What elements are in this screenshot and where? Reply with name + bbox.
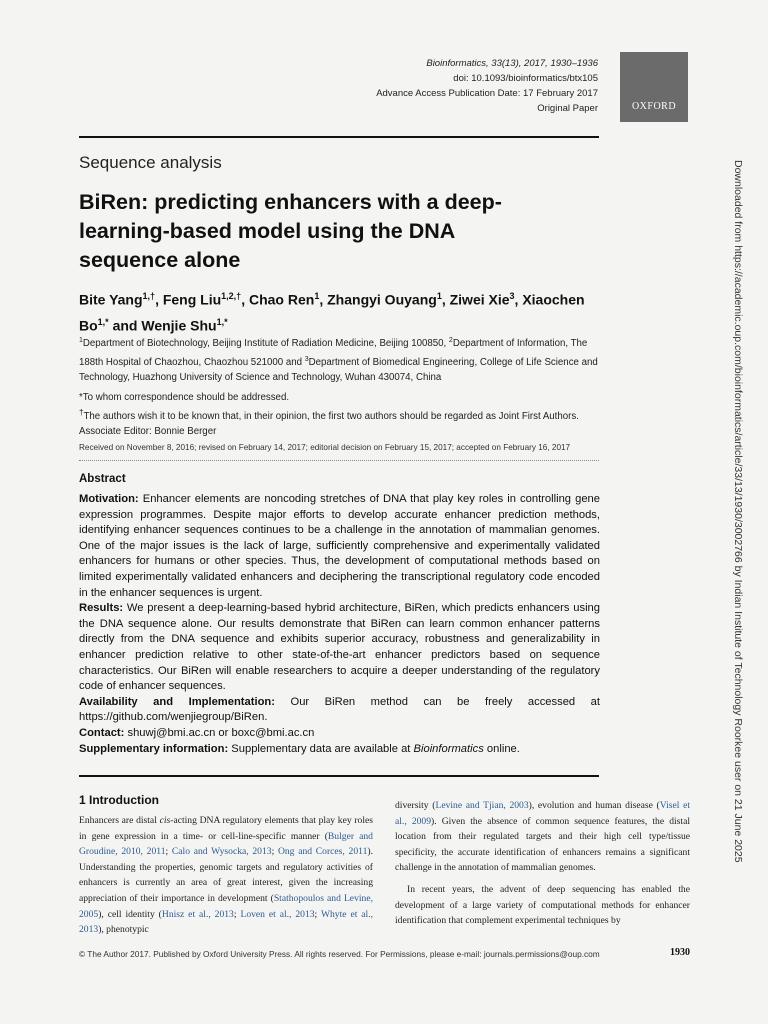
citation-link[interactable]: Visel et al., 2009: [395, 800, 691, 827]
abstract-body: [79, 492, 600, 757]
access-date: Advance Access Publication Date: 17 February 2017: [376, 88, 598, 99]
author-affiliation-marker: 1,*: [216, 316, 228, 327]
copyright-footer: © The Author 2017. Published by Oxford University Press. All rights reserved. For Permissions, please e-mail: journals.permissions@oup.com: [79, 949, 600, 959]
abstract-motivation: Motivation: Enhancer elements are noncoding stretches of DNA that play key roles in controlling gene expression programmes. Despite major efforts to develop accurate enhancer prediction methods, identifying enhancer sequences continues to be a challenge in the annotation of mammalian genomes. One of the major issues is the lack of large, sufficiently comprehensive and experimentally validated enhancers for humans or other species. Thus, the development of computational methods based on limited experimentally validated enhancers and deciphering the transcriptional regulatory code encoded in the enhancer sequences is urgent.: [79, 493, 600, 599]
abstract-results: Results: We present a deep-learning-based hybrid architecture, BiRen, which predicts enhancers using the DNA sequence alone. Our results demonstrate that BiRen can learn common enhancer patterns directly from the DNA sequence and exhibits superior accuracy, robustness and generalizability in enhancer prediction relative to other state-of-the-art enhancer predictors based on sequence characteristics. Our BiRen will enable researchers to acquire a deeper understanding of the regulatory code of enhancer sequences.: [79, 602, 600, 693]
citation-link[interactable]: Stathopoulos and Levine, 2005: [79, 892, 373, 920]
intro-paragraph-1: Enhancers are distal cis-acting DNA regulatory elements that play key roles in gene expression in a time- or cell-line-specific manner (Bulger and Groudine, 2010, 2011; Calo and Wysocka, 2013; Ong and Corces, 2011). Understanding the properties, genomic targets and regulatory activities of enhancers is currently an area of great interest, given the increasing appreciation of their importance in development (Stathopoulos and Levine, 2005), cell identity (Hnisz et al., 2013; Loven et al., 2013; Whyte et al., 2013), phenotypic: [79, 815, 374, 936]
intro-column-2: [395, 798, 690, 929]
abstract-rule: [79, 775, 599, 777]
citation-link[interactable]: Whyte et al., 2013: [79, 908, 373, 936]
author-affiliation-marker: 1,*: [97, 316, 109, 327]
article-meta: [376, 56, 598, 116]
top-rule: [79, 136, 599, 138]
abstract-supplementary: Supplementary information: Supplementary data are available at Bioinformatics online.: [79, 742, 520, 755]
author-affiliation-marker: 1: [436, 291, 442, 301]
joint-first-note: †The authors wish it to be known that, in their opinion, the first two authors should be regarded as Joint First Authors.: [79, 408, 579, 423]
author-affiliation-marker: 1: [314, 291, 320, 301]
affiliations: $^1$Department of Biotechnology, Beijing Institute of Radiation Medicine, Beijing 100850, $^2$Department of Information, The 188th Hospital of Chaozhou, Chaozhou 521000 and $^3$Department of Biomedical Engineering, College of Life Science and Technology, Huazhong University of Science and Technology, Wuhan 430074, China: [79, 337, 598, 384]
author-list: Bite Yang$^{1,\dagger}$, Feng Liu$^{1,2,\dagger}$, Chao Ren$^1$, Zhangyi Ouyang$^1$, Ziwei Xie$^3$, Xiaochen $Bo^{1,*}$ and Wenjie Shu$^{1,*}$: [79, 291, 585, 334]
author-name[interactable]: Ziwei Xie: [449, 291, 510, 308]
citation-link[interactable]: Loven et al., 2013: [240, 908, 315, 920]
author-affiliation-marker: 1,†: [142, 291, 156, 301]
author-name[interactable]: Feng Liu: [162, 291, 222, 308]
intro-paragraph-1-cont: diversity (Levine and Tjian, 2003), evolution and human disease (Visel et al., 2009). Given the absence of common sequence features, the distal location from their regulated targets and their high cell type/tissue specificity, the accurate identification of enhancers remains a significant challenge in the annotation of mammalian genomes.: [395, 800, 691, 874]
citation-link[interactable]: Ong and Corces, 2011: [277, 846, 368, 858]
citation-link[interactable]: Bulger and Groudine, 2010, 2011: [79, 830, 373, 858]
dotted-divider: [79, 460, 599, 461]
page-number: 1930: [670, 947, 690, 958]
correspondence-note: *To whom correspondence should be addressed.: [79, 392, 290, 403]
citation-link[interactable]: Calo and Wysocka, 2013: [171, 846, 272, 858]
author-notes: [79, 390, 604, 439]
intro-heading: 1 Introduction: [79, 793, 159, 807]
author-name[interactable]: Zhangyi Ouyang: [327, 291, 437, 308]
intro-column-1: [79, 813, 373, 938]
author-name[interactable]: Bite Yang: [79, 291, 143, 308]
associate-editor: Associate Editor: Bonnie Berger: [79, 426, 217, 438]
doi[interactable]: doi: 10.1093/bioinformatics/btx105: [453, 73, 598, 84]
italic-term: cis: [159, 815, 171, 826]
citation-link[interactable]: Hnisz et al., 2013: [161, 908, 234, 920]
author-name[interactable]: Xiaochen Bo: [79, 291, 585, 334]
download-watermark: Downloaded from https://academic.oup.com/bioinformatics/article/33/13/1930/3002766 by Indian Institute of Technology Roorkee user on 21 June 2025: [732, 160, 744, 863]
abstract-availability: Availability and Implementation: Our BiRen method can be freely accessed at https://github.com/wenjiegroup/BiRen.: [79, 695, 601, 724]
author-affiliation-marker: 1,2,†: [221, 291, 242, 301]
section-label: Sequence analysis: [79, 153, 222, 172]
journal-citation: Bioinformatics, 33(13), 2017, 1930–1936: [426, 58, 598, 69]
citation-link[interactable]: Levine and Tjian, 2003: [435, 800, 529, 811]
oxford-logo: OXFORD: [620, 52, 688, 122]
intro-paragraph-2: In recent years, the advent of deep sequencing has enabled the development of a large variety of computational methods for enhancer identification that complement experimental techniques by: [395, 883, 690, 927]
received-dates: Received on November 8, 2016; revised on February 14, 2017; editorial decision on February 15, 2017; accepted on February 16, 2017: [79, 443, 571, 452]
article-type: Original Paper: [537, 103, 598, 114]
author-name[interactable]: Wenjie Shu: [141, 317, 217, 334]
author-affiliation-marker: 3: [509, 291, 515, 301]
author-name[interactable]: Chao Ren: [248, 291, 315, 308]
abstract-contact: Contact: shuwj@bmi.ac.cn or boxc@bmi.ac.cn: [79, 726, 315, 739]
abstract-heading: Abstract: [79, 473, 126, 485]
paper-title: BiRen: predicting enhancers with a deep-learning-based model using the DNA sequence alone: [79, 190, 502, 272]
